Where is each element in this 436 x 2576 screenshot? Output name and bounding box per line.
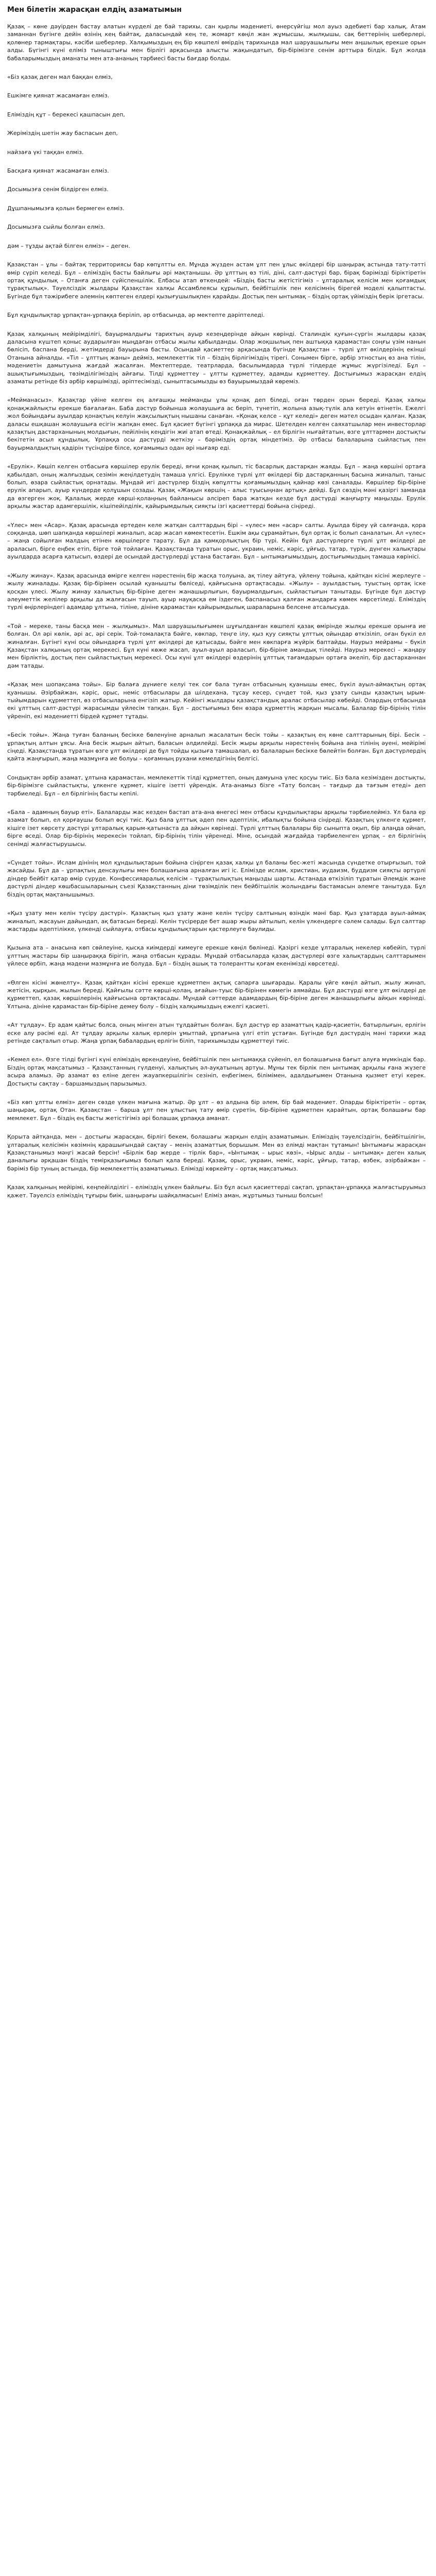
paragraph: Жеріміздің шетін жау баспасын деп,	[7, 130, 118, 137]
paragraph: «Біз қазақ деген мал баққан елміз,	[7, 74, 113, 81]
paragraph: Қазақ халқының мейірімі, кеңпейілділігі – еліміздің үлкен байлығы. Біз бұл асыл қасиеттерді сақтап, ұрпақтан-ұрпаққа жалғастыруымыз қажет. Тәуелсіз еліміздің тұғыры биік, шаңырағы шайқалмасын! Еліміз аман, жұртымыз тыныш болсын!	[7, 1184, 428, 1199]
paragraph: Қазақ – көне дәуірден бастау алатын күрделі де бай тарихы, сан қырлы мәдениеті, өнерсүйгіш мол ауыз әдебиеті бар халық. Атам заманнан бүгінге дейін өзінің кең байтақ, даласындай кең те, жомарт көңіл жан жұмысшы, жылқышы, сақ беттерінің шеберлері, қолөнер тармақтары, кәсіби шеберлер. Халқымыздың ең бір көшпелі өмірдің тарихында мал шаруашылығы мен аңшылық ерекше орын алды. Бүгінгі күні еліміз тыныштығы мен бірлігі арқасында алысты жақындатып, бір-бірімізге сенім арттыра білдік. Бұл жолда бабаларымыздың аманаты мен ата-ананың тәрбиесі басты бағдар болды.	[7, 23, 428, 62]
paragraph: «Біз көп ұлтты елміз» деген сөзде үлкен мағына жатыр. Әр ұлт – өз алдына бір әлем, бір бай мәдениет. Оларды біріктіретін – ортақ шаңырақ, ортақ Отан. Қазақстан – барша ұлт пен ұлыстың тату өмір сүретін, бір-біріне құрметпен қарайтын, ортақ болашағы бар мемлекет. Бұл – біздің ең басты жетістігіміз әрі болашақ ұрпаққа аманат.	[7, 1099, 428, 1122]
paragraph: Досымызға сыйлы болған елміз.	[7, 224, 105, 231]
paragraph: Бұл құндылықтар ұрпақтан-ұрпаққа беріліп, әр отбасында, әр мектепте дәріптеледі.	[7, 312, 265, 319]
paragraph: Басқаға қиянат жасамаған елміз.	[7, 167, 109, 175]
paragraph: «Мейманасыз». Қазақтар үйіне келген ең алғашқы мейманды ұлы қонақ деп біледі, оған төрден орын береді. Қазақ халқы қонақжайлықты ерекше бағалаған. Баба дәстүр бойынша жолаушыға ас беріп, түнетіп, жолына азық-түлік ала кетуін өтінетін. Ежелгі жол бойындағы ауылдар қонақтың келуін жақсылықтың нышаны санаған. «Қонақ келсе – құт келеді» деген мәтел осыдан қалған. Қазақ даласы ешқашан жолаушыға есігін жапқан емес. Бұл қасиет бүгінгі ұрпаққа да мирас. Шетелден келген саяхатшылар мен инвесторлар қазақтың дастарханының молдығын, пейілінің кеңдігін жиі атап өтеді. Қонақжайлық – ел бірлігін нығайтатын, өзге ұлттармен достықты бекітетін асыл құндылық. Ұрпаққа осы дәстүрді жеткізу – бәріміздің ортақ міндетіміз. Әр отбасы балаларына сыйластық пен бауырмалдықтың қадірін түсіндіре білсе, қоғамымыз одан әрі нығаяр еді.	[7, 397, 428, 451]
paragraph: Қазақстан – ұлы – байтақ территориясы бар көпұлтты ел. Мұнда жүзден астам ұлт пен ұлыс өкілдері бір шаңырақ астында тату-тәтті өмір сүріп келеді. Бұл – еліміздің басты байлығы әрі мақтанышы. Әр ұлттың өз тілі, діні, салт-дәстүрі бар, бірақ бәрімізді біріктіретін ортақ құндылық – Отанға деген сүйіспеншілік. Елбасы атап өткендей: «Біздің басты жетістігіміз – ұлтаралық келісім мен қоғамдық тұрақтылық». Тәуелсіздік жылдары Қазақстан халқы Ассамблеясы құрылып, бейбітшілік пен келісімнің бірегей моделі қалыптасты. Бүгінде бұл тәжірибеге әлемнің көптеген елдері қызығушылықпен қарайды. Достық пен ынтымақ – біздің ортақ үйіміздің берік іргетасы.	[7, 261, 428, 300]
paragraph: Сондықтан әрбір азамат, ұлтына қарамастан, мемлекеттік тілді құрметтеп, оның дамуына үлес қосуы тиіс. Біз бала кезімізден достықты, бір-бірімізге сыйластықты, ұлкенге құрмет, кішіге ізетті үйрендік. Ата-анамыз бізге «Тату болсаң – тағдыр да тағзым етеді» деп тәрбиеледі. Бұл – ел бірлігінің басты кепілі.	[7, 774, 428, 797]
paragraph: Қазақ халқының мейірімділігі, бауырмалдығы тарихтың ауыр кезеңдерінде айқын көрінді. Сталиндік қуғын-сүргін жылдары қазақ даласына күштеп қоныс аударылған мыңдаған отбасы жылы қабылданды. Олар жоқшылық пен аштыққа қарамастан соңғы үзім нанын бөлісіп, баспана берді, жетімдерді бауырына басты. Осындай қасиеттер арқасында бүгінде Қазақстан – түрлі ұлт өкілдерінің екінші Отанына айналды. «Тіл – ұлттың жаны» дейміз, мемлекеттік тіл – біздің бірлігіміздің тірегі. Сонымен бірге, әрбір этностың өз ана тілін, мәдениетін дамытуына жағдай жасалған. Мектептерде, театрларда, басылымдарда түрлі тілдерде жұмыс жүргізіледі. Бұл – ашықтығымыздың, төзімділігіміздің айғағы. Тілді құрметтеу – ұлтты құрметтеу, адамды құрметтеу. Достығымыз жарасқан елдің азаматы ретінде біз әрбір көршімізді, әріптесімізді, сыныптасымызды өз бауырымыздай көреміз.	[7, 330, 428, 385]
article-title: Мен білетін жарасқан елдің азаматымын	[7, 6, 182, 14]
paragraph: «Бала – адамның бауыр еті». Балаларды жас кезден бастап ата-ана өнегесі мен отбасы құндылықтары арқылы тәрбиелейміз. Ұл бала ер азамат болып, ел қорғаушы болып өсуі тиіс. Қыз бала ұлттық әдеп пен әдептілік, ибалықты бойына сіңіреді. Қазақтың үлкенге құрмет, кішіге ізет көрсету дәстүрі ұлтаралық қарым-қатынаста да айқын көрінеді. Түрлі ұлттың балалары бір сыныпта оқып, бір алаңда ойнап, бірге өседі. Олар бір-бірінің мерекесін тойлап, бір-бірінің тілін үйренеді. Міне, осындай жағдайда тәрбиеленген ұрпақ – ел бірлігінің сенімді жалғастырушысы.	[7, 809, 428, 848]
paragraph: дәм – тұзды ақтай білген елміз» – деген.	[7, 242, 130, 249]
article-body	[7, 23, 426, 1199]
paragraph: Ешкімге қиянат жасамаған елміз.	[7, 92, 110, 99]
paragraph: Досымызға сенім білдірген елміз.	[7, 186, 109, 193]
paragraph: «Өлген кісіні жөнелту». Қазақ қайтқан кісіні ерекше құрметпен ақтық сапарға шығарады. Қаралы үйге көңіл айтып, жылу жинап, жетісін, қырқын, жылын береді. Қайғылы сәтте көрші-қолаң, ағайын-туыс бір-бірінен көмегін аямайды. Бұл дәстүрді өзге ұлт өкілдері де құрметтеп, қазақ көршілерінің қайғысына ортақтасады. Мұндай сәттерде адамдардың бір-біріне деген жанашырлығы айқын көрінеді. Ұлтына, дініне қарамастан бір-біріне демеу болу – біздің халқымыздың ежелгі қасиеті.	[7, 979, 428, 1010]
paragraph: Қорыта айтқанда, мен – достығы жарасқан, бірлігі бекем, болашағы жарқын елдің азаматымын. Еліміздің тәуелсіздігін, бейбітшілігін, ұлтаралық келісімін көзімнің қарашығындай сақтау – менің азаматтық борышым. Мен өз елімді мақтан тұтамын! Ынтымағы жарасқан Қазақстанымыз мәңгі жасай берсін! «Бірлік бар жерде – тірлік бар», «Ынтымақ – ырыс көзі», «Ырыс алды – ынтымақ» деген халық даналығы әрқашан біздің темірқазығымыз болып қала береді. Қазақ, орыс, украин, неміс, кәріс, ұйғыр, татар, өзбек, әзірбайжан – бәріміз бір туның астында, бір мемлекеттің азаматымыз. Елімізді көркейту – ортақ мақсатымыз.	[7, 1133, 428, 1172]
paragraph: «Той – мереке, таны басқа мен – жылқымыз». Мал шаруашылығымен шұғылданған көшпелі қазақ өмірінде жылқы ерекше орынға ие болған. Ол әрі көлік, әрі ас, әрі серік. Той-томалақта бәйге, көкпар, теңге ілу, қыз қуу сияқты ұлттық ойындар өткізіліп, оған бүкіл ел жиналған. Бүгінгі күні осы ойындарға түрлі ұлт өкілдері де қатысады, бәйге мен көкпарға жүйрік баптайды. Наурыз мейрамы – бүкіл Қазақстан халқының ортақ мерекесі. Бұл күні көже жасап, ауыл-ауыл араласып, бір-біріне амандық тілейді. Наурыз мерекесі – жаңару мен бірліктің, достық пен сыйластықтың мерекесі. Осы күні ұлт өкілдері өздерінің ұлттық тағамдарын ортаға әкеліп, бір дастарханнан дәм татады.	[7, 622, 428, 669]
paragraph: «Қыз ұзату мен келін түсіру дәстүрі». Қазақтың қыз ұзату және келін түсіру салтының өзіндік мәні бар. Қыз ұзатарда ауыл-аймақ жиналып, жасауын дайындап, ақ батасын береді. Келін түсірерде бет ашар жыры айтылып, келін үлкендерге сәлем салады. Бұл салттар жастарды әдептілікке, үлкенді сыйлауға, отбасы құндылықтарын қастерлеуге баулиды.	[7, 910, 428, 933]
paragraph: «Кемел ел». Өзге тілді бүгінгі күні еліміздің өркендеуіне, бейбітшілік пен ынтымаққа сүйеніп, ел болашағына бағыт алуға мүмкіндік бар. Біздің ортақ мақсатымыз – Қазақстанның гүлденуі, халықтың әл-ауқатының артуы. Мұны тек бірлік пен ынтымақ арқылы ғана жүзеге асыра аламыз. Әр азамат өз еліне деген жауапкершілігін сезініп, еңбегімен, білімімен, адалдығымен Отанына қызмет етуі керек. Достықты сақтау – баршамыздың парызымыз.	[7, 1056, 428, 1087]
paragraph: «Қазақ мен шопақсама тойы». Бір балаға дүниеге келуі тек соғ бала туған отбасының қуанышы емес, бүкіл ауыл-аймақтың ортақ қуанышы. Әзірбайжан, кәріс, орыс, неміс отбасылары да шілдехана, тұсау кесер, сүндет той, қыз ұзату сынды қазақтың ырым-тыйымдарын құрметтеп, өз отбасыларына енгізіп жатыр. Кейінгі жылдары қазақстандық аралас отбасылар көбейді. Олардың отбасында екі ұлттың салт-дәстүрі жарасымды үйлесім тапқан. Бұл – достығымыз бен өзара құрметтің жарқын мысалы. Балалар бір-бірінің тілін үйреніп, екі мәдениетті бірдей құрмет тұтады.	[7, 681, 428, 720]
paragraph: «Ат тұлдау». Ер адам қайтыс болса, оның мінген атын тұлдайтын болған. Бұл дәстүр ер азаматтың қадір-қасиетін, батырлығын, ерлігін еске алу рәсімі еді. Ат тұлдау арқылы халық ерлерін ұмытпай, ұрпағына үлгі етіп ұстаған. Бүгінде бұл дәстүрдің мәні тарихи жад ретінде сақталып отыр. Жаңа ұрпақ бабалардың ерлігін біліп, тарихымызды құрметтеуі тиіс.	[7, 1022, 428, 1044]
paragraph: «Ерулік». Көшіп келген отбасыға көршілер ерулік береді, яғни қонақ қылып, тіс басарлық дастарқан жаяды. Бұл – жаңа көршіні ортаға қабылдап, оның жалғыздық сезімін жеңілдетудің тамаша үлгісі. Ерулікке түрлі ұлт өкілдері бір дастарқанның басына жиналып, таныс болып, өзара сыйластық орнатады. Мұндай игі дәстүрлер біздің көпұлтты қоғамымыздың қайнар көзі саналады. Көршілер бір-біріне ерулік апарып, ауыр күндерде қолұшын созады. Қазақ «Жақын көршің – алыс туысыңнан артық» дейді. Бұл сөздің мәні қазіргі заманда да өзгерген жоқ. Қалалық жерде көрші-қолаңның байланысы әлсіреп бара жатқан кезде бұл дәстүрді жаңғырту маңызды. Ерулік арқылы жастар адамгершілік, кішіпейілділік, қайырымдылық сияқты ізгі қасиеттерді бойына сіңіреді.	[7, 463, 428, 510]
paragraph: найзаға үкі таққан елміз.	[7, 148, 84, 156]
paragraph: Дұшпанымызға қолын бермеген елміз.	[7, 205, 125, 212]
paragraph: «Бесік тойы». Жаңа туған баланың бесікке бөленуіне арналып жасалатын бесік тойы – қазақтың ең көне салттарының бірі. Бесік – ұрпақтың алтын ұясы. Ана бесік жырын айтып, баласын әлдилейді. Бесік жыры арқылы нәрестенің бойына ана тілінің әуені, мейірімі сіңеді. Қазақстанда тұратын өзге ұлт өкілдері де бұл тойды қызыға тамашалап, өз балаларын бесікке бөлейтін болған. Бұл дәстүрлердің қайта жаңғырып, жаңа мазмұнға ие болуы – қоғамның рухани кемелдігінің белгісі.	[7, 732, 428, 762]
paragraph: «Үлес» мен «Асар». Қазақ арасында ертеден келе жатқан салттардың бірі – «үлес» мен «асар» салты. Ауылда біреу үй салғанда, қора соққанда, шөп шапқанда көршілері жиналып, асар жасап көмектесетін. Ешкім ақы сұрамайтын, бұл ортақ іс болып саналатын. Ал «үлес» – жаңа сойылған малдың етінен көршілерге тарату. Бұл да қамқорлықтың бір түрі. Кейін бұл дәстүрлерге түрлі ұлт өкілдері де араласып, бірге еңбек етіп, бірге той тойлаған. Қазақстанда тұратын орыс, украин, неміс, кәріс, ұйғыр, татар, түрік, дүнген халықтары ауылдарда асарға қатысып, өздері де осындай дәстүрлерді ұстана бастаған. Бұл – ынтымағымыздың, достығымыздың тамаша көрінісі.	[7, 521, 428, 561]
paragraph: Қызына ата – анасына көп сөйлеуіне, қысқа киімдерді кимеуге ерекше көңіл бөлінеді. Қазіргі кезде ұлтаралық некелер көбейіп, түрлі ұлттың жастары бір шаңыраққа бірігіп, жаңа отбасын құрады. Мұндай отбасыларда қазақ дәстүрлері өзге халықтардың салттарымен үйлесе өрбіп, жаңа мәдени мазмұнға ие болуда. Бұл – біздің ашық та толерантты қоғам екенімізді көрсетеді.	[7, 944, 428, 968]
paragraph: Еліміздің құт – берекесі қашпасын деп,	[7, 111, 125, 118]
article	[0, 0, 436, 1206]
paragraph: «Сүндет тойы». Ислам дінінің мол құндылықтарын бойына сіңірген қазақ халқы ұл баланы бес-жеті жасында сүндетке отырғызып, той жасайды. Бұл да – ұрпақтың денсаулығы мен болашағына арналған игі іс. Елімізде ислам, христиан, иудаизм, буддизм сияқты әртүрлі діндер бейбіт қатар өмір сүруде. Конфессияаралық келісім – тұрақтылықтың маңызды шарты. Астанада өткізіліп тұратын Әлемдік және дәстүрлі діндер көшбасшыларының съезі Қазақстанның діни төзімділік пен бейбітшілік жолындағы бастамасын әлемге танытуда. Бұл біздің ортақ мақтанышымыз.	[7, 859, 428, 898]
paragraph: «Жылу жинау». Қазақ арасында өмірге келген нәрестенің бір жасқа толуына, ақ тілеу айтуға, үйлену тойына, қайтқан кісіні жерлеуге – жылу жиналады. Қазақ бір-бірімен осылай қуанышты бөліседі, қайғысына ортақтасады. «Жылу» – ауылдастың, туыстың ортақ іске қосқан үлесі. Жылу жинау халықтың бір-біріне деген жанашырлығын, бауырмалдығын, сыйластығын танытады. Бүгінде бұл дәстүр әлеуметтік желілер арқылы да жалғасын тауып, ауыр науқасқа ем іздеген, баспанасыз қалған жандарға көмек көрсетіледі. Еліміздің түрлі өңірлеріндегі адамдар ұлтына, тіліне, дініне қарамастан қайырымдылық шараларына белсене атсалысуда.	[7, 572, 428, 611]
